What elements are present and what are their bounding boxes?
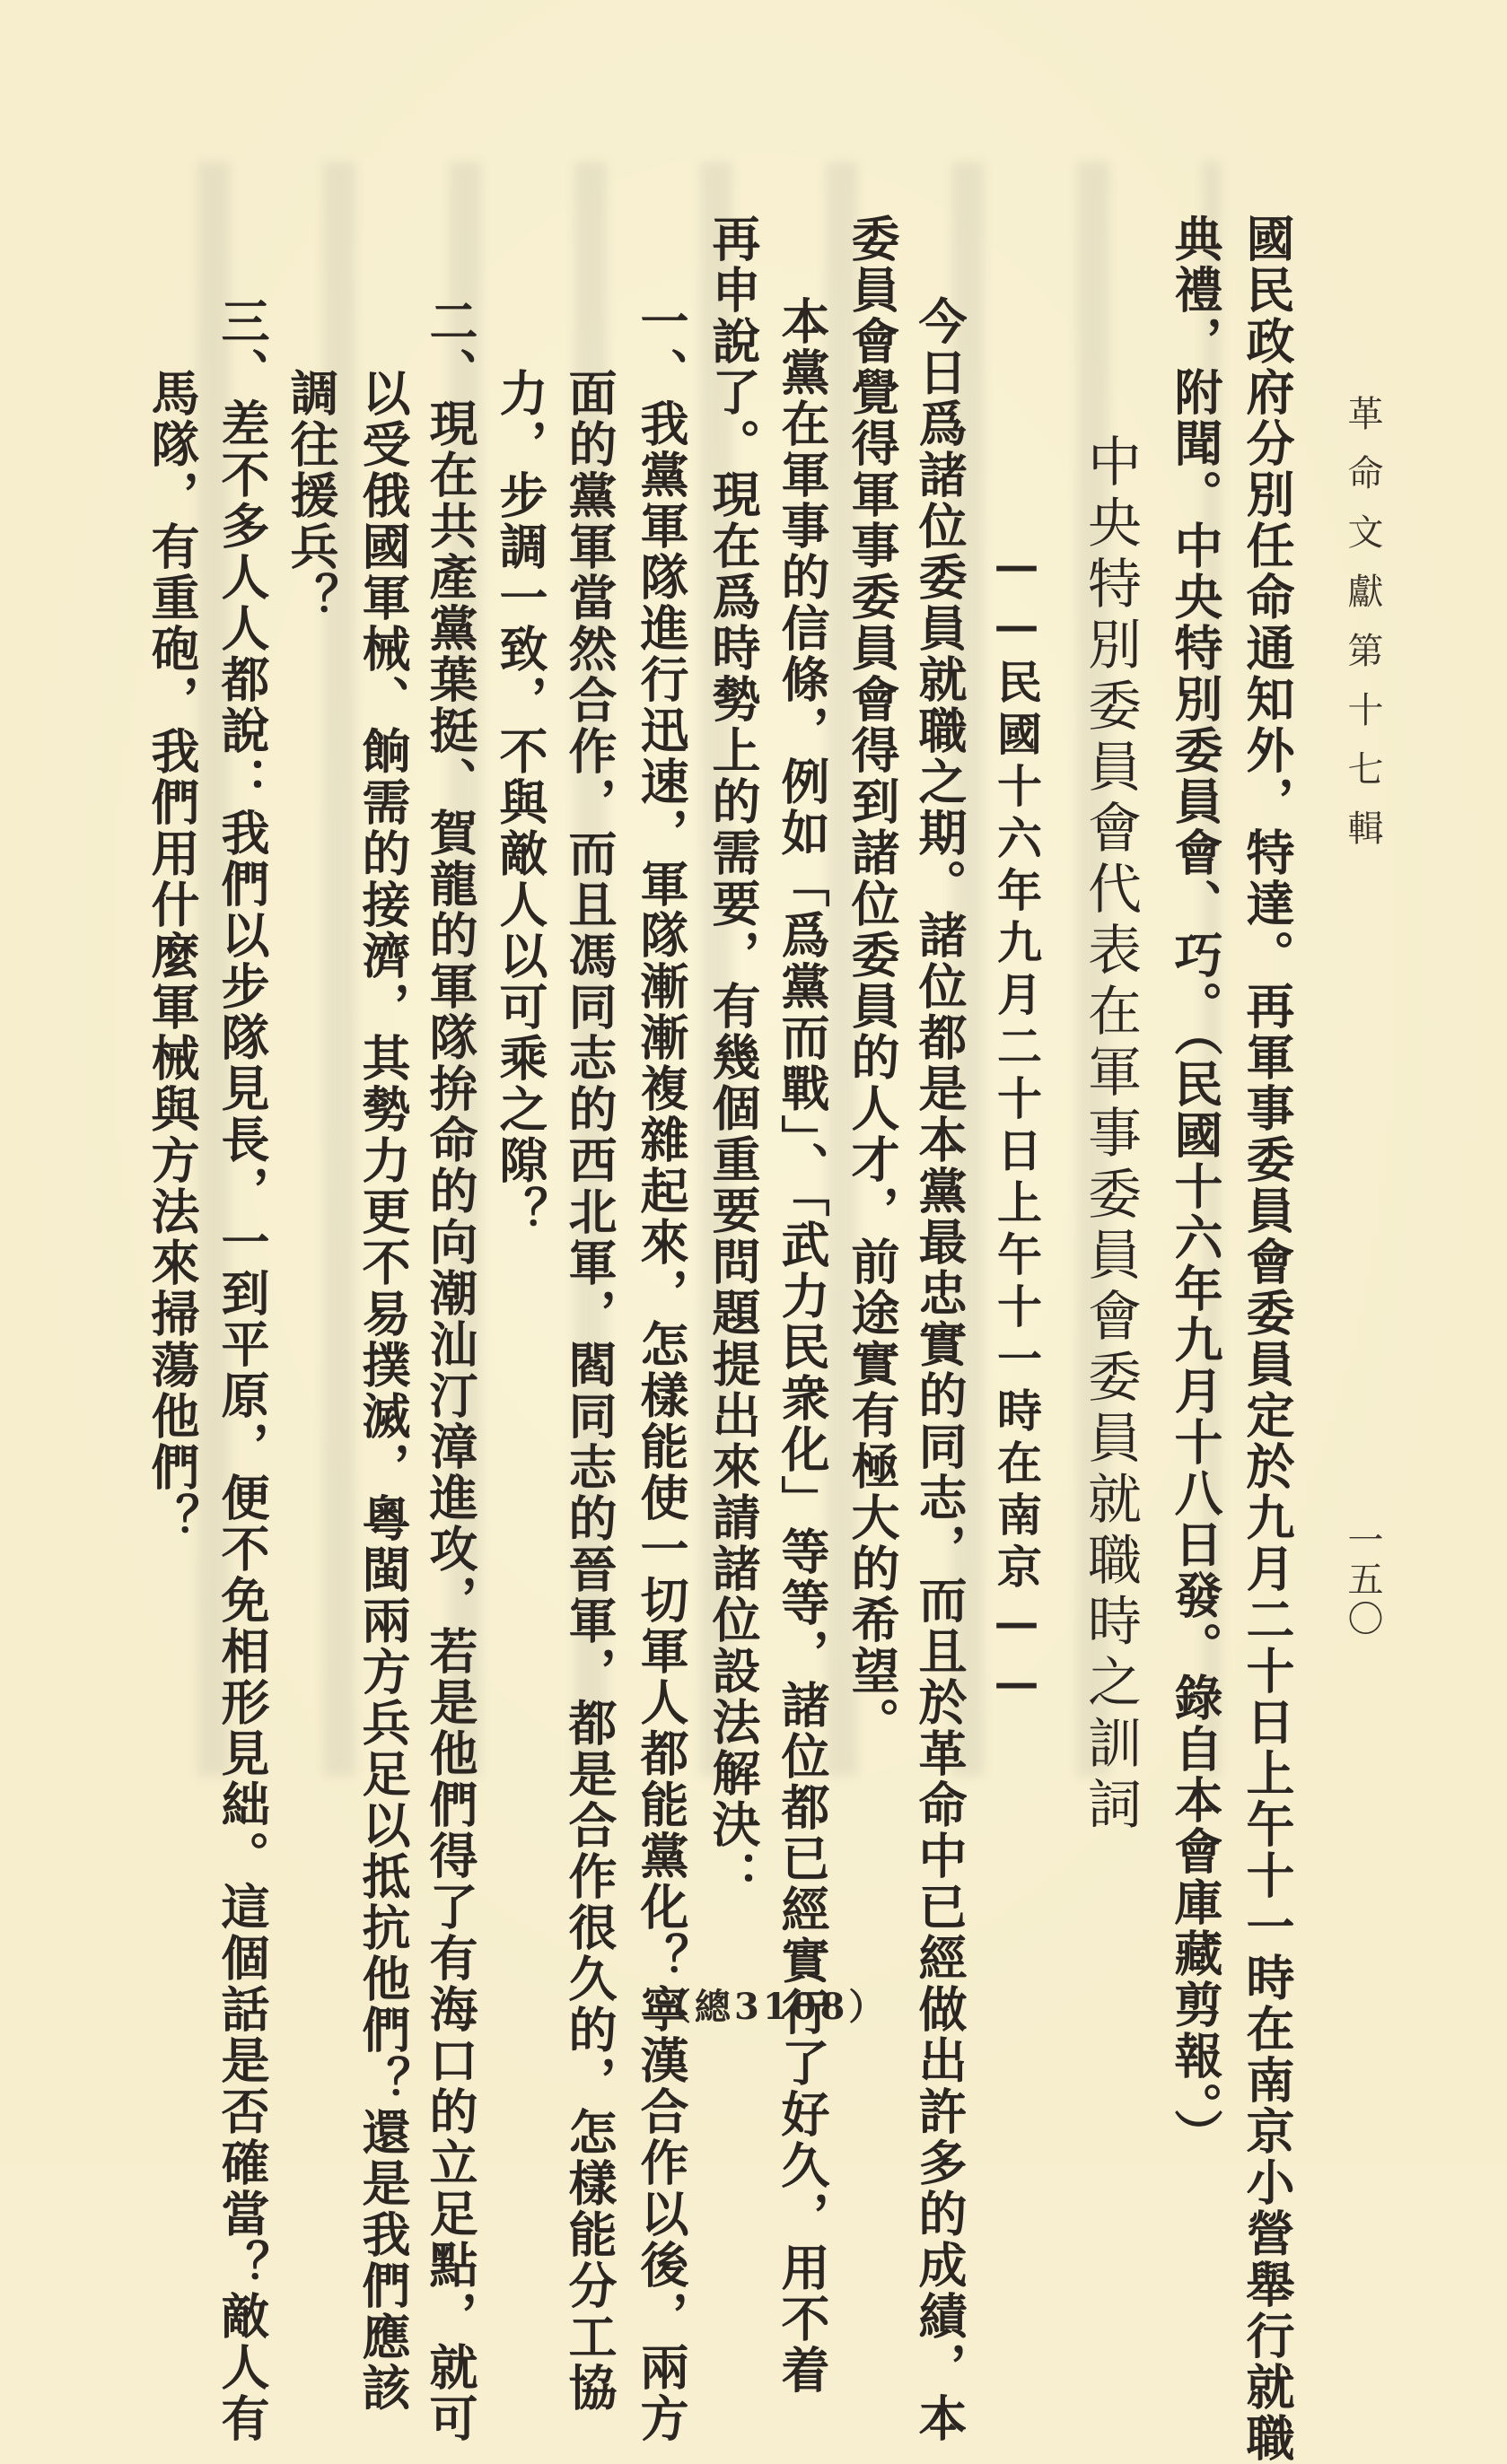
paragraph-1-line-1: 今日爲諸位委員就職之期。諸位都是本黨最忠實的同志，而且於革命中已經做出許多的成績，本 xyxy=(911,296,968,2444)
paragraph-1-line-2: 委員會覺得軍事委員會得到諸位委員的人才，前途實有極大的希望。 xyxy=(844,214,901,1748)
essay-dateline: ——民國十六年九月二十日上午十一時在南京—— xyxy=(990,538,1043,1716)
essay-title: 中央特別委員會代表在軍事委員會委員就職時之訓詞 xyxy=(1079,433,1142,1837)
item-1-line-1: 一、我黨軍隊進行迅速，軍隊漸漸複雜起來，怎樣能使一切軍人都能黨化？寧漢合作以後，兩方 xyxy=(633,296,690,2444)
preface-line-2: 典禮，附聞。中央特別委員會、巧。（民國十六年九月十八日發。錄自本會庫藏剪報。） xyxy=(1167,214,1224,2160)
item-2-line-1: 二、現在共產黨葉挺、賀龍的軍隊拚命的向潮汕汀漳進攻，若是他們得了有海口的立足點，就可 xyxy=(422,296,479,2444)
item-1-line-3: 力，步調一致，不與敵人以可乘之隙？ xyxy=(492,368,549,1237)
item-2-line-3: 調往援兵？ xyxy=(283,368,340,624)
page-number: 一五〇 xyxy=(1342,1521,1383,1639)
total-page-number: （總3108） xyxy=(655,1986,889,2028)
item-3-line-2: 馬隊，有重砲，我們用什麼軍械與方法來掃蕩他們？ xyxy=(144,368,201,1544)
paragraph-2-line-2: 再申說了。現在爲時勢上的需要，有幾個重要問題提出來請諸位設法解決： xyxy=(705,214,762,1901)
book-title: 革命文獻第十七輯 xyxy=(1342,395,1383,869)
preface-line-1: 國民政府分別任命通知外，特達。再軍事委員會委員定於九月二十日上午十一時在南京小營舉行就職 xyxy=(1239,214,1296,2464)
item-3-line-1: 三、差不多人人都說：我們以步隊見長，一到平原，便不免相形見絀。這個話是否確當？敵人有 xyxy=(214,296,271,2444)
item-1-line-2: 面的黨軍當然合作，而且馮同志的西北軍，閻同志的晉軍，都是合作很久的，怎樣能分工協 xyxy=(561,368,618,2414)
item-2-line-2: 以受俄國軍械、餉需的接濟，其勢力更不易撲滅，粵閩兩方兵足以抵抗他們？還是我們應該 xyxy=(355,368,412,2414)
paragraph-2-line-1: 本黨在軍事的信條，例如「爲黨而戰」、「武力民衆化」等等，諸位都已經實行了好久，用不着 xyxy=(774,296,831,2396)
